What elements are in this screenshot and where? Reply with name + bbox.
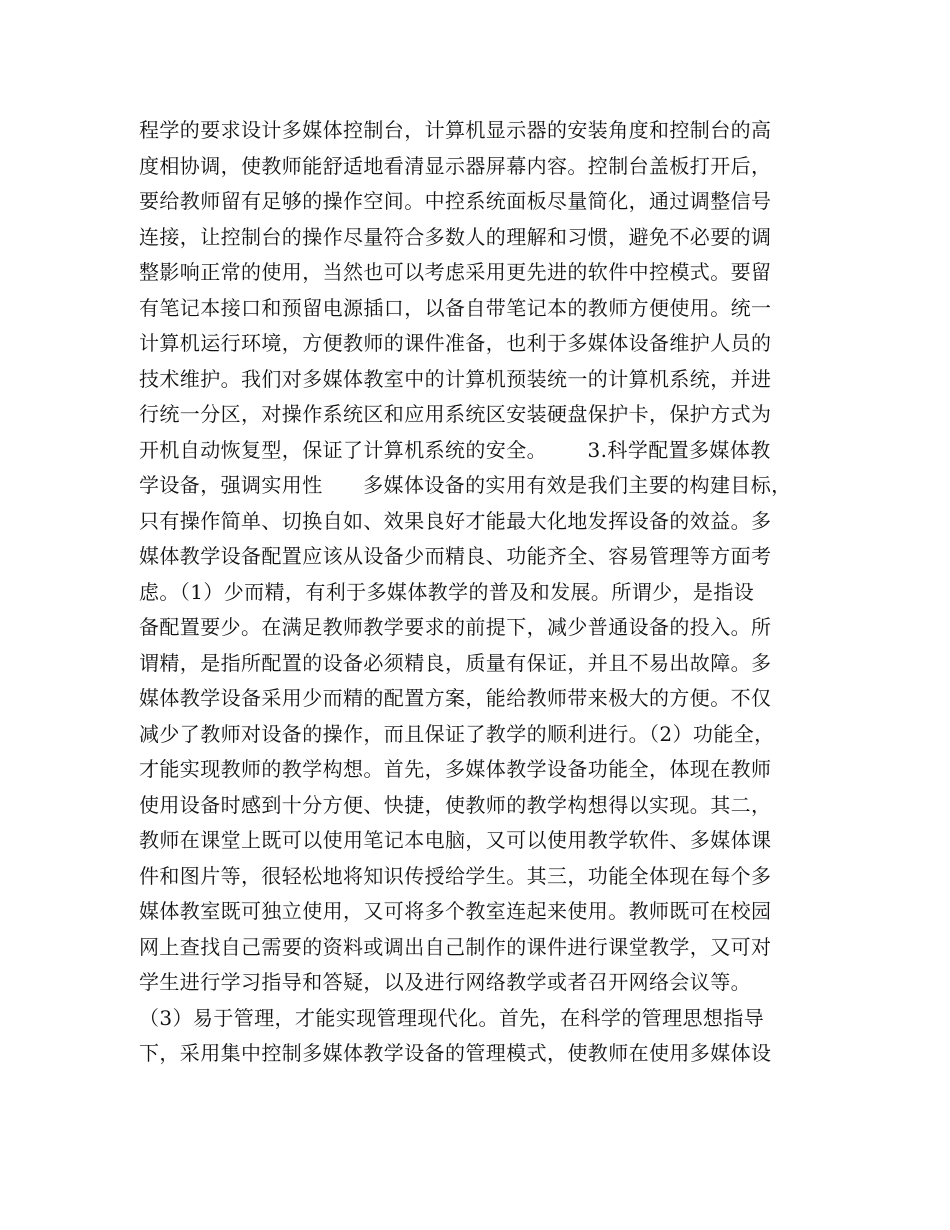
body-text <box>139 113 839 1072</box>
text-line: 教师在课堂上既可以使用笔记本电脑，又可以使用教学软件、多媒体课 <box>139 828 772 852</box>
text-line: 有笔记本接口和预留电源插口，以备自带笔记本的教师方便使用。统一 <box>139 295 772 320</box>
text-line: 谓精，是指所配置的设备必须精良，质量有保证，并且不易出故障。多 <box>139 650 772 675</box>
text-line: 计算机运行环境，方便教师的课件准备，也利于多媒体设备维护人员的 <box>139 331 772 355</box>
text-line: 开机自动恢复型，保证了计算机系统的安全。 3.科学配置多媒体教 <box>139 437 771 462</box>
text-line: 学设备，强调实用性 多媒体设备的实用有效是我们主要的构建目标， <box>139 473 792 497</box>
text-line: 才能实现教师的教学构想。首先，多媒体教学设备功能全，体现在教师 <box>139 757 772 781</box>
text-line: 下，采用集中控制多媒体教学设备的管理模式，使教师在使用多媒体设 <box>139 1041 772 1065</box>
text-line: 备配置要少。在满足教师教学要求的前提下，减少普通设备的投入。所 <box>139 615 772 639</box>
text-line: 整影响正常的使用，当然也可以考虑采用更先进的软件中控模式。要留 <box>139 260 772 284</box>
text-line: （3）易于管理，才能实现管理现代化。首先，在科学的管理思想指导 <box>139 1005 765 1030</box>
text-line: 行统一分区，对操作系统区和应用系统区安装硬盘保护卡，保护方式为 <box>139 402 772 426</box>
text-line: 媒体教室既可独立使用，又可将多个教室连起来使用。教师既可在校园 <box>139 899 772 923</box>
text-line: 要给教师留有足够的操作空间。中控系统面板尽量简化，通过调整信号 <box>139 189 772 213</box>
text-line: 减少了教师对设备的操作，而且保证了教学的顺利进行。（2）功能全， <box>139 721 775 746</box>
text-line: 度相协调，使教师能舒适地看清显示器屏幕内容。控制台盖板打开后， <box>139 153 772 178</box>
text-line: 使用设备时感到十分方便、快捷，使教师的教学构想得以实现。其二， <box>139 792 772 817</box>
text-line: 技术维护。我们对多媒体教室中的计算机预装统一的计算机系统，并进 <box>139 366 772 391</box>
text-line: 媒体教学设备采用少而精的配置方案，能给教师带来极大的方便。不仅 <box>139 686 772 710</box>
text-line: 学生进行学习指导和答疑，以及进行网络教学或者召开网络会议等。 <box>139 970 751 994</box>
text-line: 只有操作简单、切换自如、效果良好才能最大化地发挥设备的效益。多 <box>139 508 772 533</box>
text-line: 程学的要求设计多媒体控制台，计算机显示器的安装角度和控制台的高 <box>139 118 772 142</box>
text-line: 媒体教学设备配置应该从设备少而精良、功能齐全、容易管理等方面考 <box>139 544 772 568</box>
text-line: 连接，让控制台的操作尽量符合多数人的理解和习惯，避免不必要的调 <box>139 224 772 249</box>
text-line: 件和图片等，很轻松地将知识传授给学生。其三，功能全体现在每个多 <box>139 863 772 888</box>
text-line: 网上查找自己需要的资料或调出自己制作的课件进行课堂教学，又可对 <box>139 934 772 959</box>
text-line: 虑。（1）少而精，有利于多媒体教学的普及和发展。所谓少，是指设 <box>139 579 755 604</box>
